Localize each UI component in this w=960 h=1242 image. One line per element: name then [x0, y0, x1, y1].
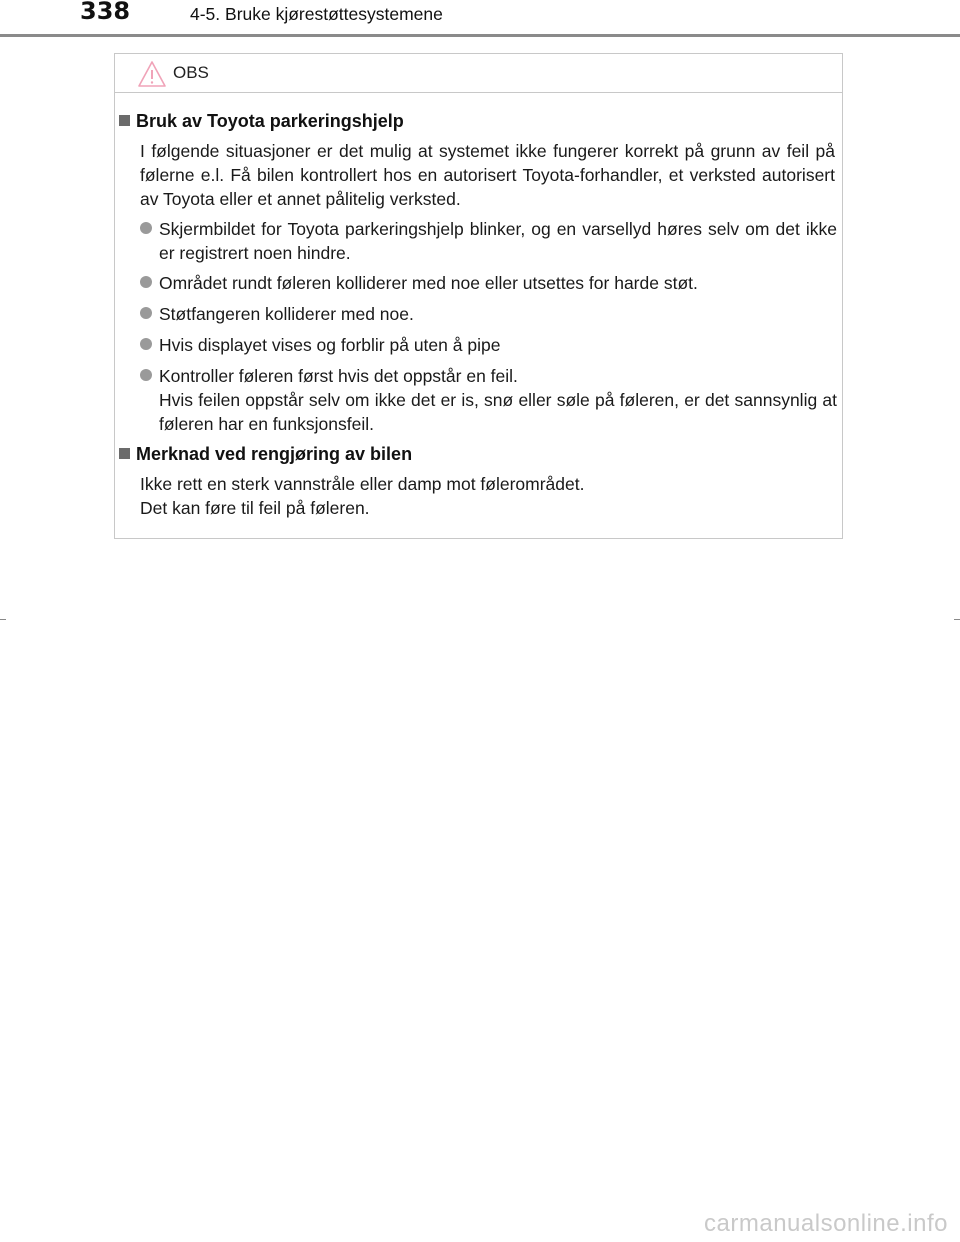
header-rule [0, 34, 960, 37]
notice-label: OBS [173, 63, 209, 82]
crop-mark [954, 619, 960, 620]
section-title: 4-5. Bruke kjørestøttesystemene [190, 4, 443, 24]
page-header [0, 0, 960, 40]
notice-box: OBS Bruk av Toyota parkeringshjelp I følgende situasjoner er det mulig at systemet ikke fungerer korrekt på grunn av feil på følerne e.l. Få bilen kontrollert hos en autorisert Toyota-forhandler, et verksted autorisert av Toyota eller et annet pålitelig verksted. Skjermbildet for Toyota parkeringshjelp blinker, og en varsellyd høres selv om det ikke er registrert noen hindre. Området rundt føleren kolliderer med noe eller utsettes for harde støt. Støtfangeren kolliderer med noe. Hvis displayet vises og forblir på uten å pipe Kontroller føleren først hvis det oppstår en feil. Hvis feilen oppstår selv om ikke det er is, snø eller søle på føleren, er det sannsynlig at føleren har en funksjonsfeil. Merknad ved rengjøring av bilen Ikke rett en sterk vannstråle eller damp mot følerområdet. Det kan føre til feil på føleren. [114, 53, 843, 539]
bullet-dot-icon [140, 338, 152, 350]
bullet-dot-icon [140, 369, 152, 381]
warning-triangle-icon [137, 60, 167, 88]
square-bullet-icon [119, 115, 130, 126]
bullet-dot-icon [140, 276, 152, 288]
notice-header [115, 54, 842, 93]
section-heading: Merknad ved rengjøring av bilen [119, 444, 412, 465]
bullet-dot-icon [140, 222, 152, 234]
bullet-dot-icon [140, 307, 152, 319]
section-paragraph: Ikke rett en sterk vannstråle eller damp mot følerområdet. Det kan føre til feil på føleren. [140, 474, 585, 518]
square-bullet-icon [119, 448, 130, 459]
watermark: carmanualsonline.info [704, 1210, 948, 1237]
page-number: 338 [80, 0, 131, 25]
crop-mark [0, 619, 6, 620]
section-paragraph: I følgende situasjoner er det mulig at systemet ikke fungerer korrekt på grunn av feil på følerne e.l. Få bilen kontrollert hos en autorisert Toyota-forhandler, et verksted autorisert av Toyota eller et annet pålitelig verksted. [140, 141, 835, 209]
section-heading: Bruk av Toyota parkeringshjelp [119, 111, 404, 132]
